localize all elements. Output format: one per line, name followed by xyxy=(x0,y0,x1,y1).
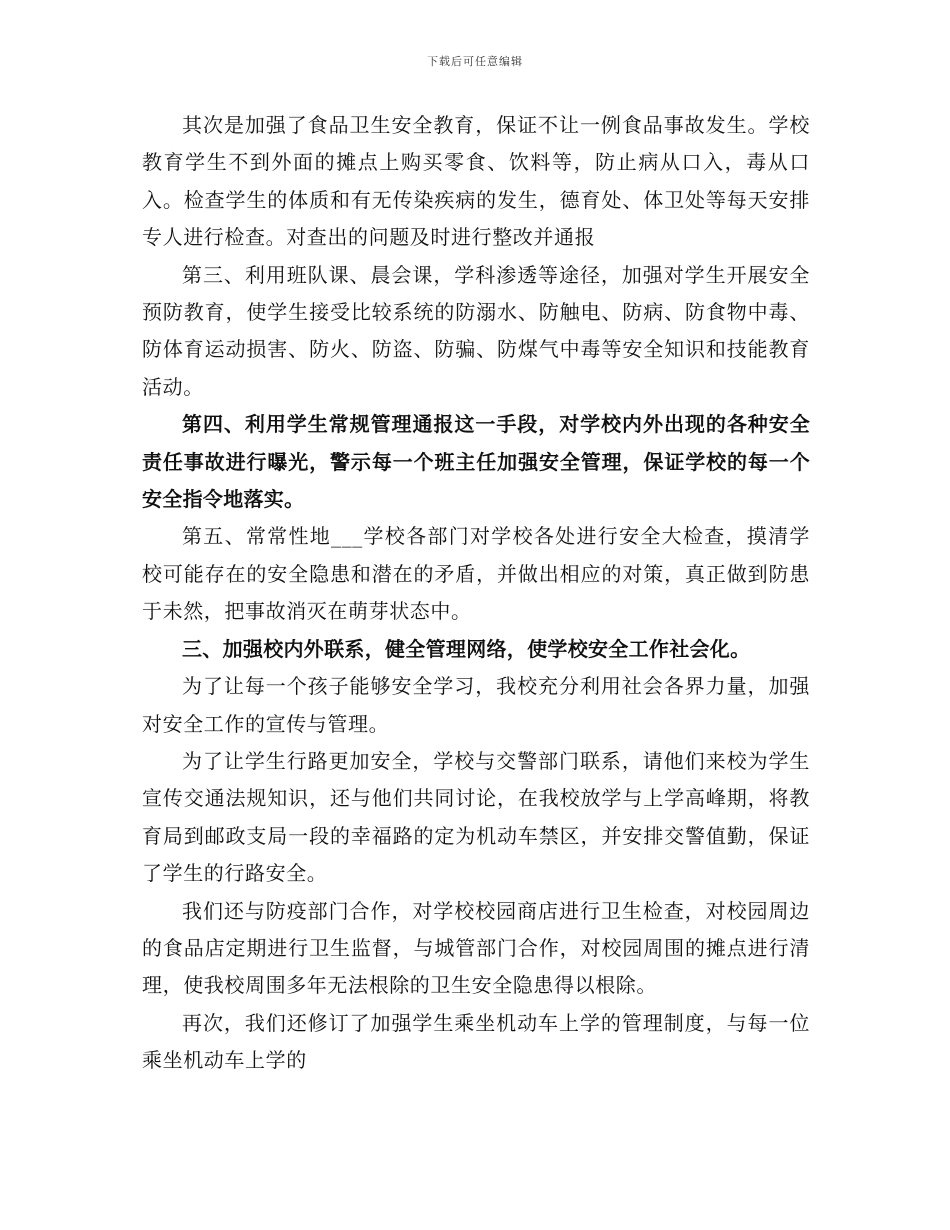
section-heading-three: 三、加强校内外联系，健全管理网络，使学校安全工作社会化。 xyxy=(182,636,751,661)
paragraph-food-safety: 其次是加强了食品卫生安全教育，保证不让一例食品事故发生。学校教育学生不到外面的摊点上购买零食、饮料等，防止病从口入，毒从口入。检查学生的体质和有无传染疾病的发生，德育处、体卫处等每天安排专人进行检查。对查出的问题及时进行整改并通报 xyxy=(142,113,810,250)
paragraph-fifth: 第五、常常性地___学校各部门对学校各处进行安全大检查，摸清学校可能存在的安全隐患和潜在的矛盾，并做出相应的对策，真正做到防患于未然，把事故消灭在萌芽状态中。 xyxy=(142,524,810,624)
page-header: 下载后可任意编辑 xyxy=(427,55,523,68)
document-body xyxy=(142,107,810,1080)
paragraph-epidemic-prevention: 我们还与防疫部门合作，对学校校园商店进行卫生检查，对校园周边的食品店定期进行卫生监督，与城管部门合作，对校园周围的摊点进行清理，使我校周围多年无法根除的卫生安全隐患得以根除。 xyxy=(142,898,810,998)
paragraph-traffic-safety: 为了让学生行路更加安全，学校与交警部门联系，请他们来校为学生宣传交通法规知识，还与他们共同讨论，在我校放学与上学高峰期，将教育局到邮政支局一段的幸福路的定为机动车禁区，并安排交警值勤，保证了学生的行路安全。 xyxy=(142,748,810,886)
paragraph-fourth: 第四、利用学生常规管理通报这一手段，对学校内外出现的各种安全责任事故进行曝光，警示每一个班主任加强安全管理，保证学校的每一个安全指令地落实。 xyxy=(142,412,810,512)
paragraph-third: 第三、利用班队课、晨会课，学科渗透等途径，加强对学生开展安全预防教育，使学生接受比较系统的防溺水、防触电、防病、防食物中毒、防体育运动损害、防火、防盗、防骗、防煤气中毒等安全知识和技能教育活动。 xyxy=(142,262,810,399)
paragraph-social-forces: 为了让每一个孩子能够安全学习，我校充分利用社会各界力量，加强对安全工作的宣传与管理。 xyxy=(142,674,810,736)
paragraph-vehicle-management: 再次，我们还修订了加强学生乘坐机动车上学的管理制度，与每一位乘坐机动车上学的 xyxy=(142,1010,810,1073)
